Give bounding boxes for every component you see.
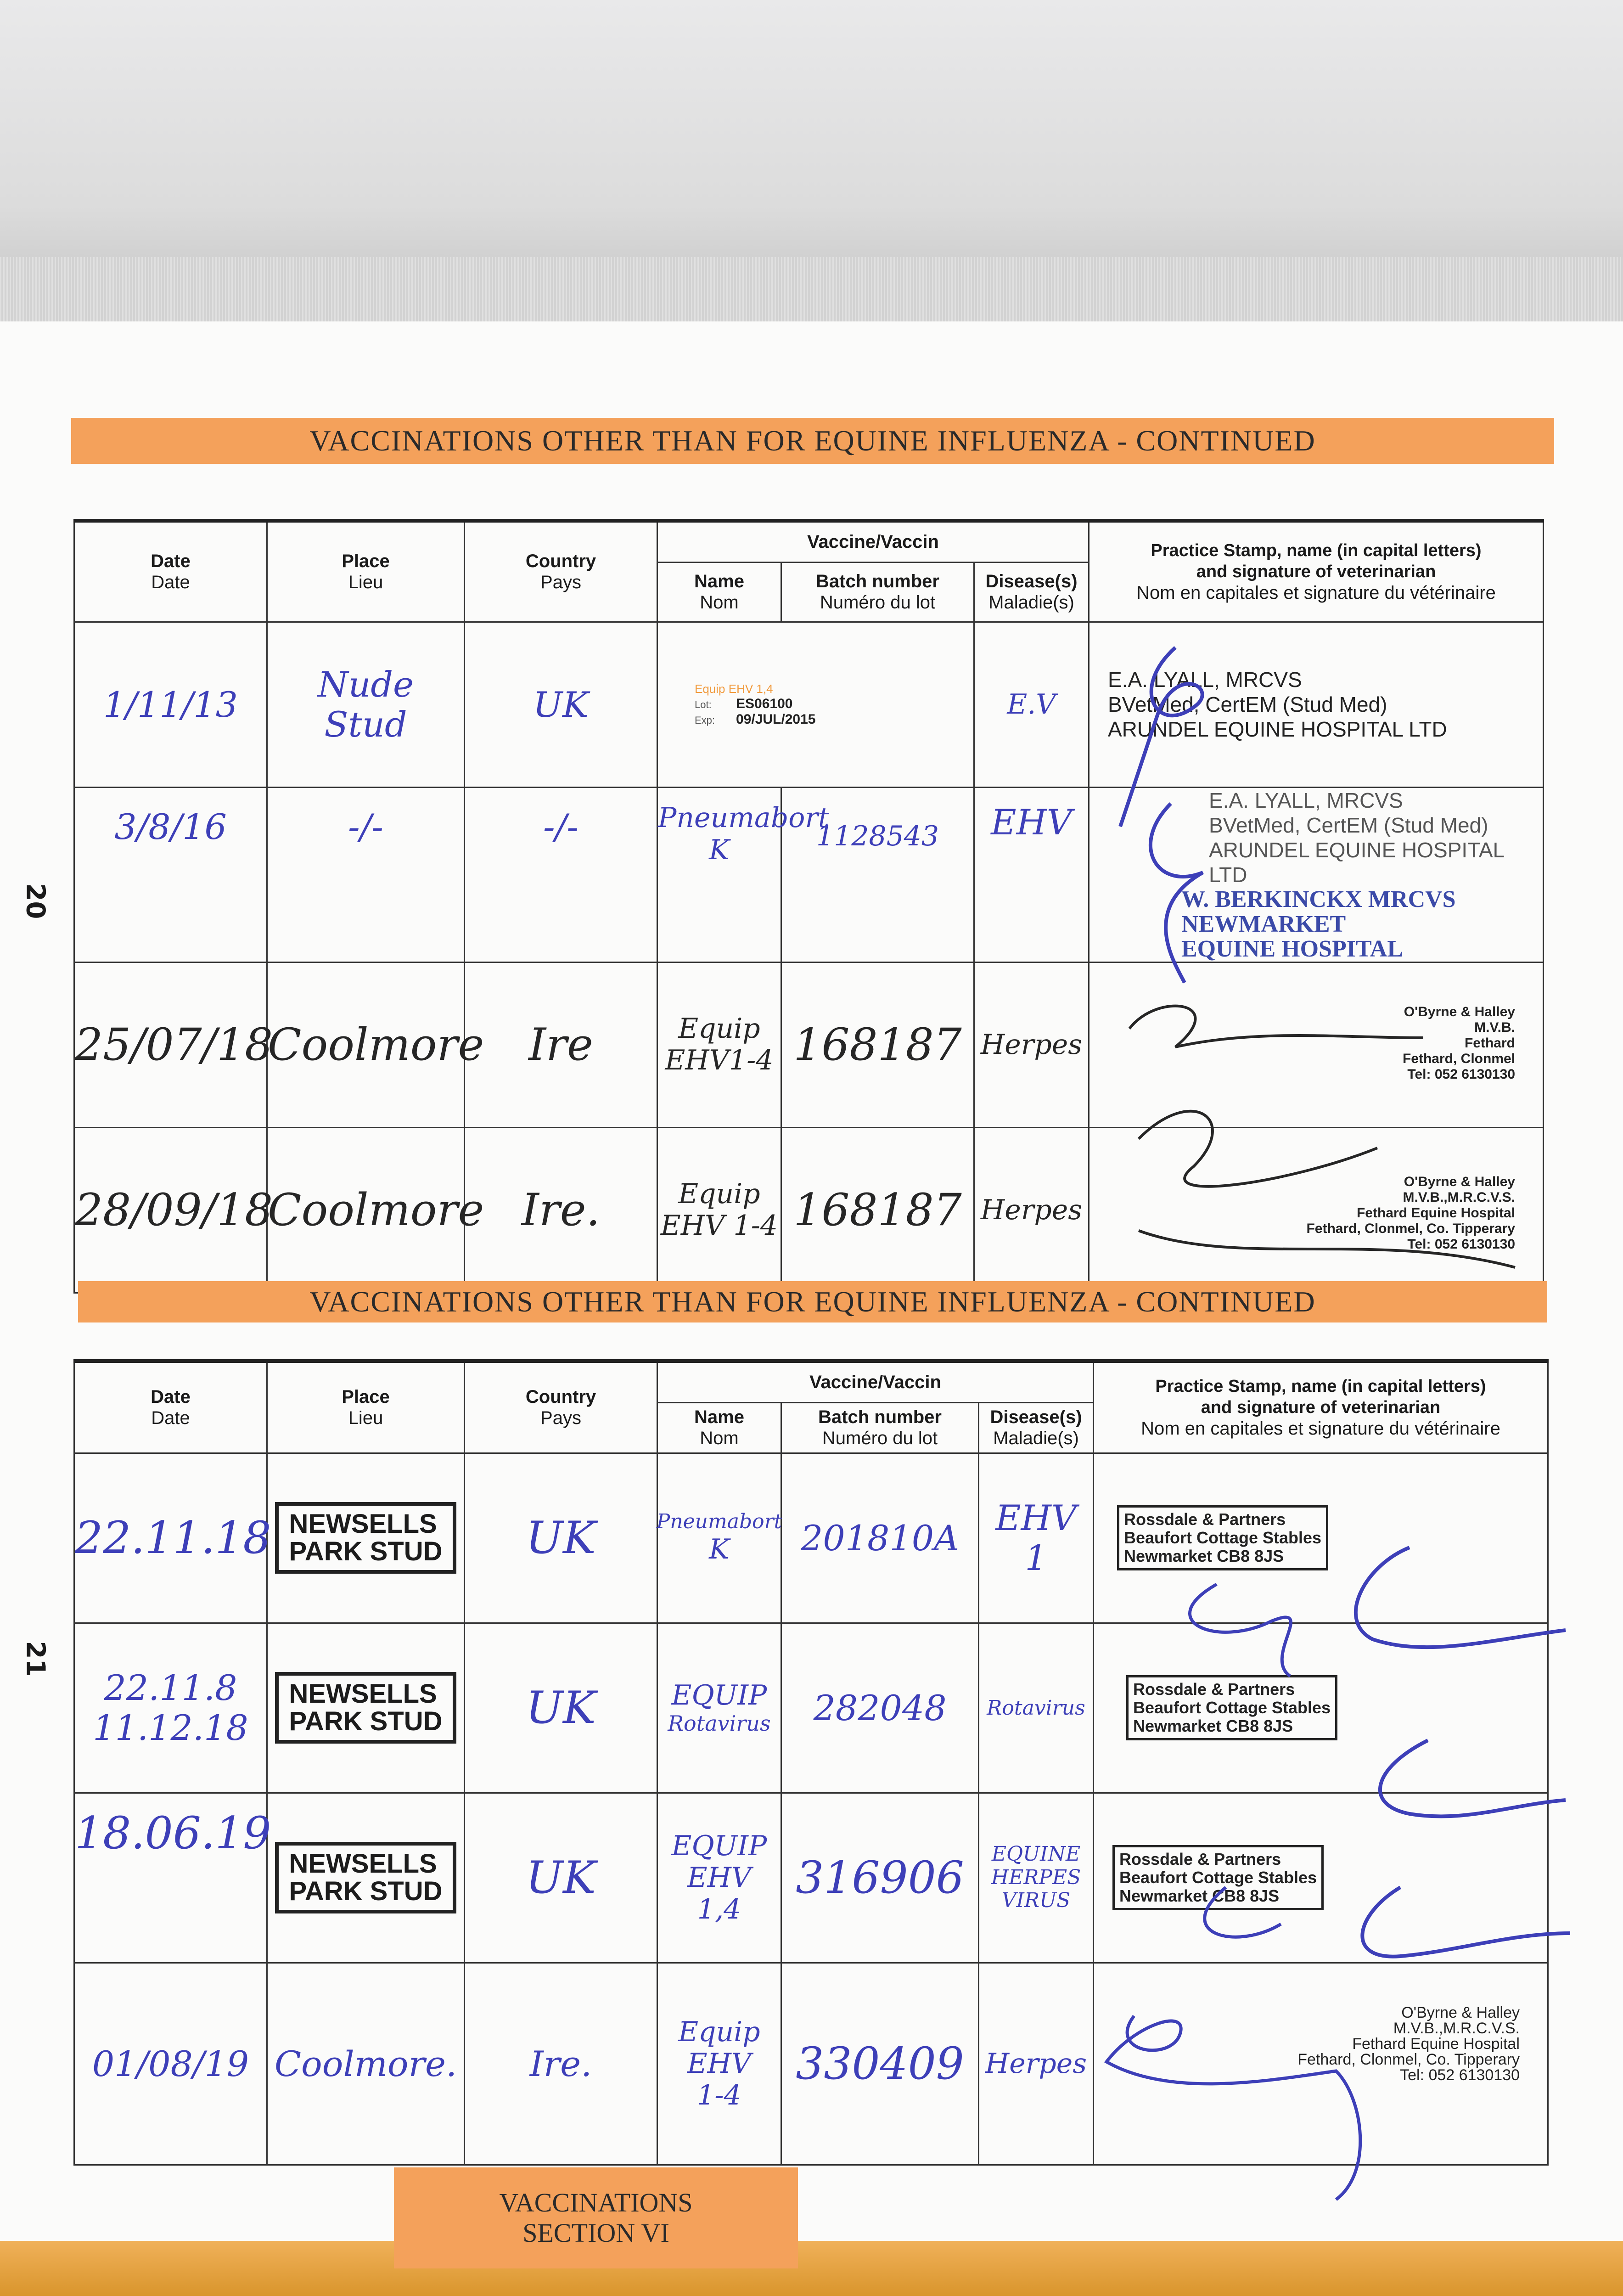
- header-name: Name Nom: [657, 562, 781, 622]
- disease-cell: EHV 1: [995, 1497, 1077, 1578]
- date-cell: 28/09/18: [75, 1184, 273, 1236]
- vaccine-name-cell: Pneumabort K: [658, 801, 830, 866]
- date-cell: 1/11/13: [103, 684, 238, 725]
- table-row: [74, 1127, 1544, 1293]
- disease-cell: Herpes: [980, 1194, 1083, 1226]
- stud-stamp: NEWSELLS PARK STUD: [275, 1842, 456, 1913]
- practice-stamp: O'Byrne & Halley M.V.B.,M.R.C.V.S. Fethard Equine Hospital Fethard, Clonmel, Co. Tipperary Tel: 052 6130130: [1297, 2003, 1520, 2084]
- header-batch: Batch number Numéro du lot: [781, 1402, 979, 1453]
- practice-stamp: Rossdale & Partners Beaufort Cottage Stables Newmarket CB8 8JS: [1126, 1675, 1337, 1740]
- page-20: [0, 321, 1623, 1300]
- vaccine-name-cell: Pneumabort K: [656, 1510, 782, 1565]
- date-cell: 01/08/19: [92, 2043, 249, 2084]
- hospital-stamp: W. BERKINCKX MRCVS NEWMARKET EQUINE HOSPITAL: [1181, 886, 1456, 962]
- header-vaccine: Vaccine/Vaccin: [657, 1361, 1094, 1402]
- country-cell: UK: [533, 684, 589, 725]
- disease-cell: Herpes: [985, 2048, 1087, 2080]
- vaccine-name-cell: EQUIP EHV 1,4: [671, 1829, 767, 1925]
- vet-stamp: [1094, 1964, 1547, 2164]
- vaccine-label-sticker: Equip EHV 1,4 Lot: ES06100 Exp: 09/JUL/2015: [695, 681, 816, 727]
- date-cell: 3/8/16: [114, 806, 227, 847]
- disease-cell: Rotavirus: [987, 1696, 1085, 1720]
- page-number: 20: [20, 883, 51, 919]
- date-cell: 22.11.18: [75, 1512, 271, 1564]
- header-practice-stamp: Practice Stamp, name (in capital letters) and signature of veterinarian Nom en capitales et signature du vétérinaire: [1094, 1361, 1548, 1453]
- batch-cell: 330409: [796, 2038, 964, 2089]
- footer-line-1: VACCINATIONS: [499, 2188, 693, 2217]
- country-cell: UK: [526, 1512, 596, 1564]
- page-bottom-band: [0, 2241, 1623, 2296]
- table-row: [74, 622, 1544, 787]
- batch-cell: 168187: [793, 1019, 962, 1070]
- table-row: [74, 962, 1544, 1127]
- practice-stamp: Rossdale & Partners Beaufort Cottage Stables Newmarket CB8 8JS: [1112, 1845, 1324, 1910]
- table-row: [74, 1623, 1548, 1793]
- batch-cell: 282048: [813, 1687, 947, 1728]
- vet-stamp: E.A. LYALL, MRCVS BVetMed, CertEM (Stud Med) ARUNDEL EQUINE HOSPITAL LTD: [1108, 668, 1447, 741]
- vaccination-table: [73, 519, 1544, 1294]
- page-21: [0, 1285, 1623, 2296]
- vet-stamp: [1089, 963, 1543, 1127]
- vaccine-name-cell: Equip EHV1-4: [665, 1013, 774, 1076]
- header-name: Name Nom: [657, 1402, 781, 1453]
- section-footer-tab: [394, 2167, 798, 2268]
- section-title: VACCINATIONS OTHER THAN FOR EQUINE INFLUENZA - CONTINUED: [309, 1285, 1316, 1318]
- country-cell: Ire.: [521, 1184, 601, 1236]
- disease-cell: E.V: [1007, 688, 1056, 720]
- footer-line-2: SECTION VI: [522, 2218, 669, 2248]
- place-cell: Nude Stud: [317, 664, 414, 745]
- table-row: [74, 787, 1544, 962]
- header-disease: Disease(s) Maladie(s): [974, 562, 1089, 622]
- date-cell: 18.06.19: [75, 1807, 271, 1859]
- place-cell: Coolmore.: [274, 2043, 457, 2084]
- date-cell: 22.11.8 11.12.18: [93, 1667, 248, 1748]
- header-disease: Disease(s) Maladie(s): [979, 1402, 1094, 1453]
- country-cell: -/-: [543, 806, 578, 847]
- batch-cell: 1128543: [816, 820, 939, 852]
- table-row: [74, 1793, 1548, 1963]
- place-cell: -/-: [348, 806, 383, 847]
- vaccination-table: [73, 1359, 1549, 2166]
- country-cell: Ire.: [529, 2043, 592, 2084]
- table-row: [74, 1453, 1548, 1623]
- disease-cell: EQUINE HERPES VIRUS: [991, 1842, 1081, 1913]
- place-cell: Coolmore: [268, 1184, 484, 1236]
- vaccine-name-cell: EQUIP Rotavirus: [668, 1679, 771, 1736]
- country-cell: Ire: [528, 1019, 593, 1070]
- date-cell: 25/07/18: [75, 1019, 273, 1070]
- vaccine-name-cell: Equip EHV 1-4: [678, 2015, 760, 2111]
- section-banner: [71, 418, 1554, 464]
- place-cell: Coolmore: [268, 1019, 484, 1070]
- header-place: Place Lieu: [267, 521, 465, 622]
- header-country: Country Pays: [465, 521, 657, 622]
- header-country: Country Pays: [465, 1361, 657, 1453]
- header-place: Place Lieu: [267, 1361, 465, 1453]
- header-practice-stamp: Practice Stamp, name (in capital letters) and signature of veterinarian Nom en capitales et signature du vétérinaire: [1089, 521, 1544, 622]
- batch-cell: 316906: [796, 1852, 964, 1903]
- header-batch: Batch number Numéro du lot: [781, 562, 974, 622]
- scan-background: [0, 0, 1623, 294]
- vet-stamp: E.A. LYALL, MRCVS BVetMed, CertEM (Stud Med) ARUNDEL EQUINE HOSPITAL LTD: [1209, 788, 1504, 887]
- batch-cell: 201810A: [800, 1517, 959, 1559]
- header-vaccine: Vaccine/Vaccin: [657, 521, 1089, 562]
- vaccine-name-cell: Equip EHV 1-4: [660, 1178, 778, 1242]
- country-cell: UK: [526, 1682, 596, 1733]
- practice-stamp: O'Byrne & Halley M.V.B. Fethard Fethard, Clonmel Tel: 052 6130130: [1402, 1004, 1515, 1082]
- header-date: Date Date: [74, 521, 267, 622]
- section-banner: [78, 1281, 1547, 1322]
- stud-stamp: NEWSELLS PARK STUD: [275, 1502, 456, 1574]
- table-row: [74, 1963, 1548, 2165]
- page-number: 21: [20, 1641, 51, 1677]
- section-title: VACCINATIONS OTHER THAN FOR EQUINE INFLUENZA - CONTINUED: [309, 424, 1316, 457]
- stud-stamp: NEWSELLS PARK STUD: [275, 1672, 456, 1744]
- header-date: Date Date: [74, 1361, 267, 1453]
- disease-cell: EHV: [991, 801, 1072, 843]
- practice-stamp: Rossdale & Partners Beaufort Cottage Stables Newmarket CB8 8JS: [1117, 1505, 1328, 1570]
- country-cell: UK: [526, 1852, 596, 1903]
- vet-stamp: [1089, 1128, 1543, 1292]
- batch-cell: 168187: [793, 1184, 962, 1236]
- practice-stamp: O'Byrne & Halley M.V.B.,M.R.C.V.S. Fethard Equine Hospital Fethard, Clonmel, Co. Tipperary Tel: 052 6130130: [1306, 1174, 1515, 1252]
- disease-cell: Herpes: [980, 1029, 1083, 1061]
